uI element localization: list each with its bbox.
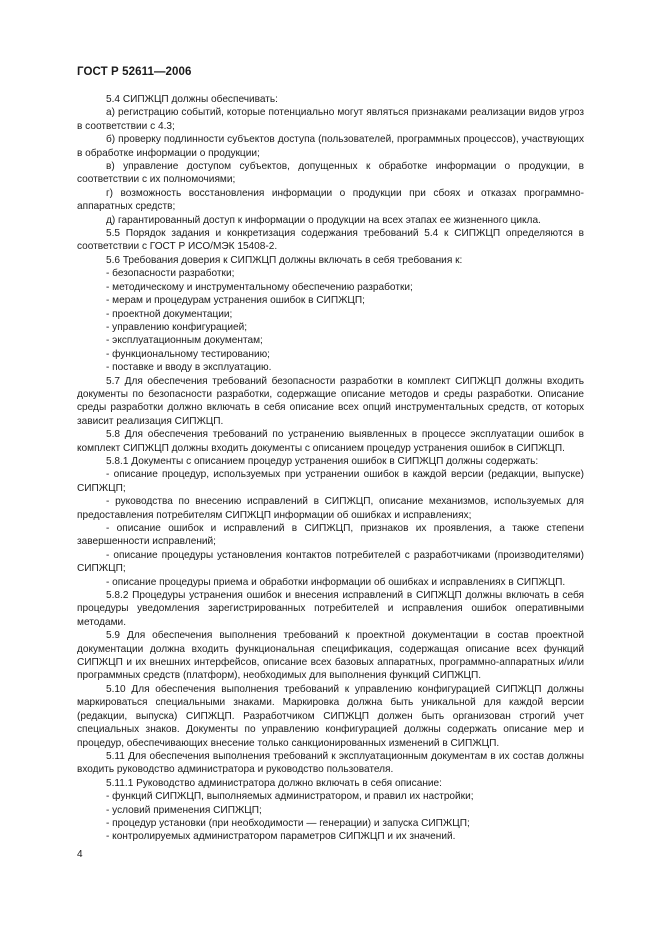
list-item: - описание ошибок и исправлений в СИПЖЦП, признаков их проявления, а также степени завершенности исправлений; [77,523,584,548]
list-item: - описание процедур, используемых при устранении ошибок в каждой версии (редакции, выпуске) СИПЖЦП; [77,469,584,494]
list-item: - управлению конфигурацией; [106,321,248,333]
list-item: - мерам и процедурам устранения ошибок в СИПЖЦП; [106,295,365,307]
paragraph: г) возможность восстановления информации о продукции при сбоях и отказах программно-аппаратных средств; [77,187,584,213]
paragraph: б) проверку подлинности субъектов доступа (пользователей, программных процессов), участвующих в обработке информации о продукции; [77,134,584,159]
paragraph: 5.11.1 Руководство администратора должно включать в себя описание: [106,777,442,789]
list-item: - контролируемых администратором параметров СИПЖЦП и их значений. [106,831,456,843]
paragraph: 5.5 Порядок задания и конкретизация содержания требований 5.4 к СИПЖЦП определяются в соответствии с ГОСТ Р ИСО/МЭК 15408-2. [77,228,584,253]
paragraph: 5.6 Требования доверия к СИПЖЦП должны включать в себя требования к: [106,254,463,266]
paragraph: 5.11 Для обеспечения выполнения требований к эксплуатационным документам в их состав должны входить руководство администратора и руководство пользователя. [77,750,584,776]
document-body [77,93,584,844]
paragraph: 5.9 Для обеспечения выполнения требований к проектной документации в состав проектной документации должна входить функциональная спецификация, содержащая описание всех функций СИПЖЦП и их внешних интерфейсов, описание всех базовых аппаратных, программно-аппаратных и/или программных средств (платформ), необходимых для выполнения функций СИПЖЦП. [77,630,584,682]
list-item: - проектной документации; [106,308,233,320]
paragraph: 5.8.1 Документы с описанием процедур устранения ошибок в СИПЖЦП должны содержать: [106,455,539,467]
list-item: - функциональному тестированию; [106,348,270,360]
list-item: - методическому и инструментальному обеспечению разработки; [106,281,413,293]
list-item: - руководства по внесению исправлений в СИПЖЦП, описание механизмов, используемых для предоставления потребителям СИПЖЦП информации об ошибках и исправлениях; [77,496,584,521]
page-number: 4 [77,849,83,860]
list-item: - эксплуатационным документам; [106,335,263,347]
paragraph: а) регистрацию событий, которые потенциально могут являться признаками реализации видов угроз в соответствии с 4.3; [77,107,584,132]
list-item: - описание процедуры приема и обработки информации об ошибках и исправлениях в СИПЖЦП. [106,576,566,588]
paragraph: 5.8.2 Процедуры устранения ошибок и внесения исправлений в СИПЖЦП должны включать в себя процедуры уведомления зарегистрированных потребителей и исправления ошибок оперативными методами. [77,590,584,628]
list-item: - поставке и вводу в эксплуатацию. [106,362,272,374]
standard-header: ГОСТ Р 52611—2006 [77,66,192,78]
paragraph: в) управление доступом субъектов, допущенных к обработке информации о продукции, в соответствии с их полномочиями; [77,161,584,186]
list-item: - описание процедуры установления контактов потребителей с разработчиками (производителями) СИПЖЦП; [77,549,584,575]
list-item: - условий применения СИПЖЦП; [106,804,262,816]
paragraph: 5.8 Для обеспечения требований по устранению выявленных в процессе эксплуатации ошибок в комплект СИПЖЦП должны входить документы с описанием процедур устранения ошибок в СИПЖЦП. [77,429,584,454]
paragraph: 5.7 Для обеспечения требований безопасности разработки в комплект СИПЖЦП должны входить документы по безопасности разработки, содержащие описание методов и среды разработки. Описание среды разработки должно включать в себя описание всех опций инструментальных средств, от которых зависит реализация СИПЖЦП. [77,375,584,427]
paragraph: 5.10 Для обеспечения выполнения требований к управлению конфигурацией СИПЖЦП должны маркироваться специальными знаками. Маркировка должна быть уникальной для каждой версии (редакции, выпуска) СИПЖЦП. Разработчиком СИПЖЦП должен быть организован строгий учет специальных знаков. Документы по управлению конфигурацией должны содержать описание мер и процедур, обеспечивающих внесение только санкционированных изменений в СИПЖЦП. [77,683,584,749]
list-item: - безопасности разработки; [106,268,235,280]
paragraph: д) гарантированный доступ к информации о продукции на всех этапах ее жизненного цикла. [106,214,541,226]
paragraph: 5.4 СИПЖЦП должны обеспечивать: [106,94,278,105]
list-item: - процедур установки (при необходимости — генерации) и запуска СИПЖЦП; [106,817,470,829]
list-item: - функций СИПЖЦП, выполняемых администратором, и правил их настройки; [106,791,474,803]
